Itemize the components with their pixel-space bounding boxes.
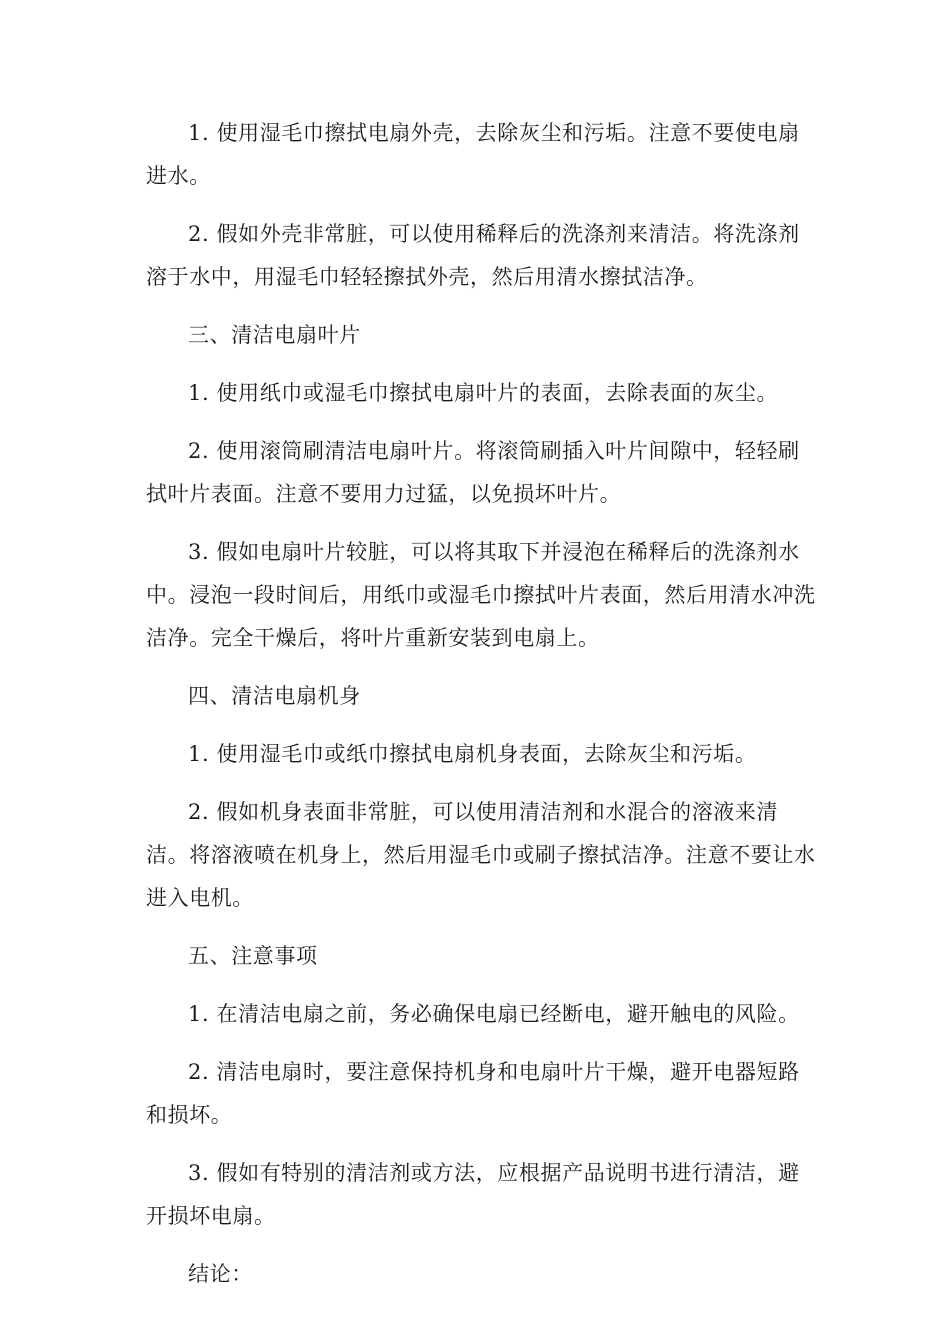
paragraph-shell-wipe: 1. 使用湿毛巾擦拭电扇外壳，去除灰尘和污垢。注意不要使电扇进水。 [146, 121, 800, 188]
section-heading-body: 四、清洁电扇机身 [188, 684, 361, 708]
document-body [146, 112, 816, 1311]
paragraph-notes-keep-dry: 2. 清洁电扇时，要注意保持机身和电扇叶片干燥，避开电器短路和损坏。 [146, 1060, 800, 1127]
conclusion-heading: 结论： [188, 1262, 253, 1286]
section-heading-notes: 五、注意事项 [188, 944, 318, 968]
section-heading-blades: 三、清洁电扇叶片 [188, 323, 361, 347]
paragraph-blades-wipe: 1. 使用纸巾或湿毛巾擦拭电扇叶片的表面，去除表面的灰尘。 [188, 381, 779, 405]
paragraph-notes-manual: 3. 假如有特别的清洁剂或方法，应根据产品说明书进行清洁，避开损坏电扇。 [146, 1161, 800, 1228]
paragraph-body-cleaner: 2. 假如机身表面非常脏，可以使用清洁剂和水混合的溶液来清洁。将溶液喷在机身上，然后用湿毛巾或刷子擦拭洁净。注意不要让水进入电机。 [146, 800, 816, 910]
paragraph-shell-detergent: 2. 假如外壳非常脏，可以使用稀释后的洗涤剂来清洁。将洗涤剂溶于水中，用湿毛巾轻轻擦拭外壳，然后用清水擦拭洁净。 [146, 222, 800, 289]
paragraph-body-wipe: 1. 使用湿毛巾或纸巾擦拭电扇机身表面，去除灰尘和污垢。 [188, 742, 757, 766]
paragraph-notes-power-off: 1. 在清洁电扇之前，务必确保电扇已经断电，避开触电的风险。 [188, 1002, 800, 1026]
paragraph-blades-soak: 3. 假如电扇叶片较脏，可以将其取下并浸泡在稀释后的洗涤剂水中。浸泡一段时间后，用纸巾或湿毛巾擦拭叶片表面，然后用清水冲洗洁净。完全干燥后，将叶片重新安装到电扇上。 [146, 540, 816, 650]
paragraph-blades-roller-brush: 2. 使用滚筒刷清洁电扇叶片。将滚筒刷插入叶片间隙中，轻轻刷拭叶片表面。注意不要用力过猛，以免损坏叶片。 [146, 439, 800, 506]
